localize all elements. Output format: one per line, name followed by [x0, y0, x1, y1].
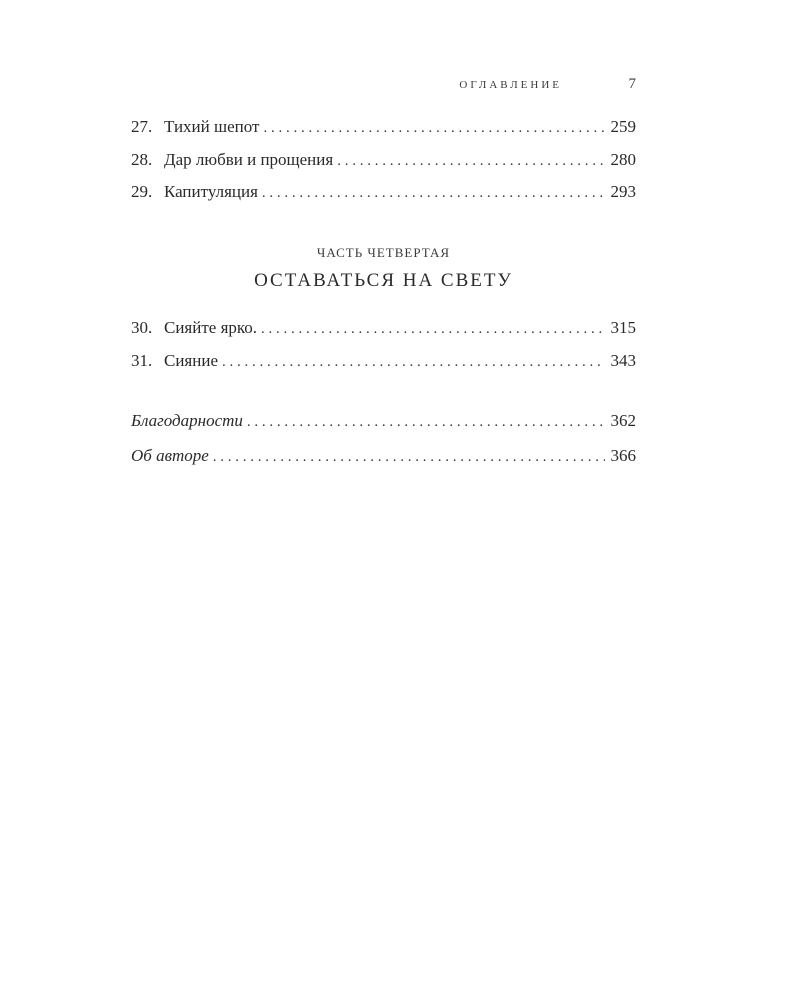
toc-entry-page: 362: [610, 411, 636, 430]
toc-entry-page: 280: [610, 150, 636, 169]
toc-entry-page: 366: [610, 446, 636, 465]
toc-entry: [131, 350, 636, 372]
toc-entry-title: Сияние: [164, 351, 218, 370]
toc-entry-page: 293: [610, 182, 636, 201]
book-page: [131, 0, 636, 1000]
toc-entry-title: Благодарности: [131, 411, 243, 430]
toc-entry-number: 29.: [131, 182, 153, 201]
toc-dot-leader: [262, 182, 605, 204]
toc-entry: [131, 149, 636, 171]
part-label: ЧАСТЬ ЧЕТВЕРТАЯ: [316, 245, 451, 260]
toc-dot-leader: [261, 318, 604, 340]
toc-entry-title: Капитуляция: [164, 182, 258, 201]
toc-entry-page: 315: [610, 318, 636, 337]
toc-entry-title: Тихий шепот: [164, 117, 260, 136]
toc-dot-leader: [247, 411, 605, 433]
toc-dot-leader: [222, 351, 605, 373]
running-head-title: ОГЛАВЛЕНИЕ: [459, 79, 562, 91]
toc-entry-number: 30.: [131, 318, 153, 337]
part-title: ОСТАВАТЬСЯ НА СВЕТУ: [254, 270, 513, 291]
toc-entry-page: 259: [610, 117, 636, 136]
toc-entry-title: Об авторе: [131, 446, 209, 465]
running-head: [131, 76, 636, 94]
toc-dot-leader: [337, 150, 604, 172]
toc-entry-title: Дар любви и прощения: [164, 150, 334, 169]
toc-dot-leader: [263, 117, 604, 139]
toc-entry-back-matter: [131, 410, 636, 432]
toc-entry-number: 31.: [131, 351, 153, 370]
toc-entry-number: 27.: [131, 117, 153, 136]
toc-entry: [131, 181, 636, 203]
toc-entry-number: 28.: [131, 150, 153, 169]
toc-entry: [131, 317, 636, 339]
toc-entry-page: 343: [610, 351, 636, 370]
toc-entry: [131, 116, 636, 138]
toc-dot-leader: [213, 446, 605, 468]
toc-entry-back-matter: [131, 445, 636, 467]
toc-entry-title: Сияйте ярко.: [164, 318, 258, 337]
running-head-page-number: 7: [628, 76, 636, 92]
